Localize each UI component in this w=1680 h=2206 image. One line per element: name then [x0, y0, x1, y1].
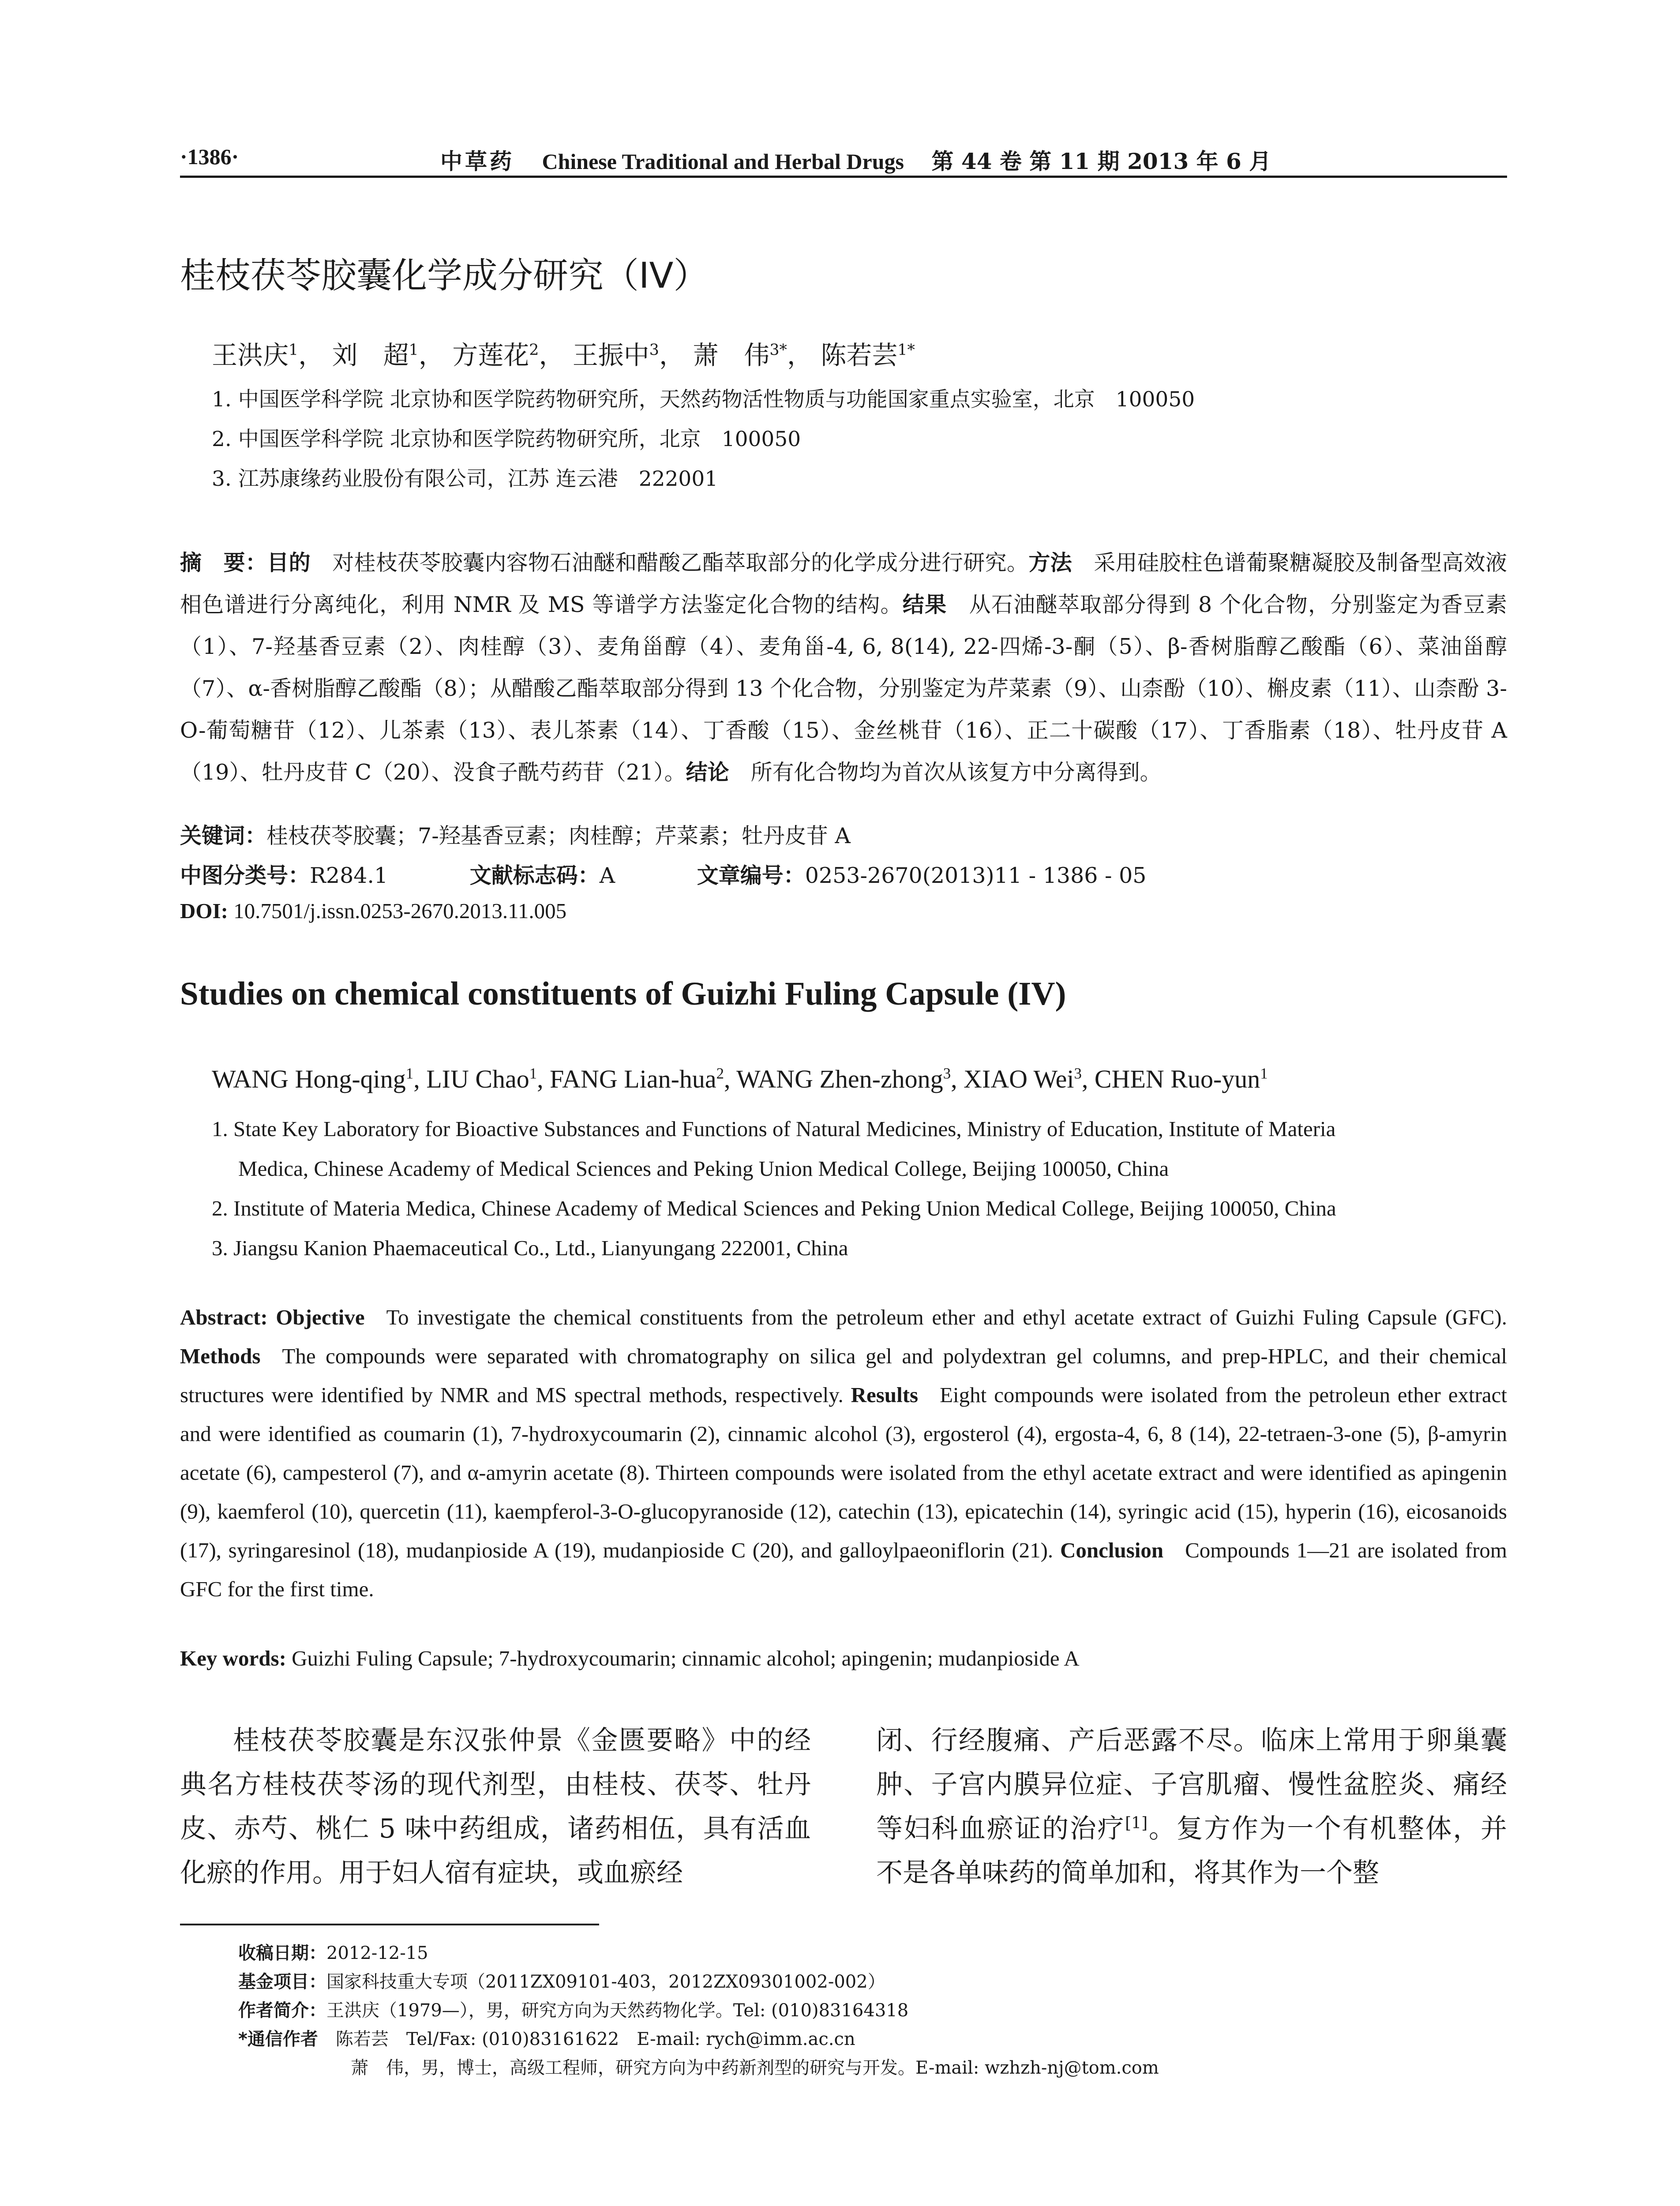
citation-ref[interactable]: [1] — [1125, 1814, 1148, 1832]
affiliation-en: 1. State Key Laboratory for Bioactive Substances and Functions of Natural Medicines, Ministry of Education, Institute of Materia — [212, 1117, 1336, 1141]
journal-issue: 第 44 卷 第 11 期 2013 年 6 月 — [931, 148, 1271, 174]
body-column-right: 闭、行经腹痛、产后恶露不尽。临床上常用于卵巢囊肿、子宫内膜异位症、子宫肌瘤、慢性盆腔炎、痛经等妇科血瘀证的治疗[1]。复方作为一个有机整体，并不是各单味药的简单加和，将其作为一个整 — [876, 1725, 1508, 1888]
keywords-cn: 关键词：桂枝茯苓胶囊；7-羟基香豆素；肉桂醇；芹菜素；牡丹皮苷 A — [180, 823, 851, 848]
keywords-en: Key words: Guizhi Fuling Capsule; 7-hydroxycoumarin; cinnamic alcohol; apingenin; mudanpioside A — [180, 1646, 1080, 1670]
footnote-fund: 基金项目：国家科技重大专项（2011ZX09101-403，2012ZX09301002-002） — [238, 1972, 885, 1992]
affiliation-en: 2. Institute of Materia Medica, Chinese Academy of Medical Sciences and Peking Union Medical College, Beijing 100050, China — [212, 1196, 1336, 1220]
page-number: ·1386· — [180, 144, 239, 169]
author-name: 刘 超 — [332, 340, 409, 370]
author-name: 萧 伟 — [693, 340, 770, 370]
abstract-cn: 摘 要：目的 对桂枝茯苓胶囊内容物石油醚和醋酸乙酯萃取部分的化学成分进行研究。方法 采用硅胶柱色谱葡聚糖凝胶及制备型高效液相色谱进行分离纯化，利用 NMR 及 MS 等谱学方法鉴定化合物的结构。结果 从石油醚萃取部分得到 8 个化合物，分别鉴定为香豆素（1）、7-羟基香豆素（2）、肉桂醇（3）、麦角甾醇（4）、麦角甾-4, 6, 8(14), 22-四烯-3-酮（5）、β-香树脂醇乙酸酯（6）、菜油甾醇（7）、α-香树脂醇乙酸酯（8）；从醋酸乙酯萃取部分得到 13 个化合物，分别鉴定为芹菜素（9）、山柰酚（10）、槲皮素（11）、山柰酚 3-O-葡萄糖苷（12）、儿茶素（13）、表儿茶素（14）、丁香酸（15）、金丝桃苷（16）、正二十碳酸（17）、丁香脂素（18）、牡丹皮苷 A（19）、牡丹皮苷 C（20）、没食子酰芍药苷（21）。结论 所有化合物均为首次从该复方中分离得到。 — [180, 550, 1507, 785]
journal-name-cn: 中草药 — [440, 148, 514, 174]
article-title-en: Studies on chemical constituents of Guizhi Fuling Capsule (IV) — [180, 975, 1066, 1012]
footnote-author: 作者简介：王洪庆（1979—），男，研究方向为天然药物化学。Tel: (010)83164318 — [238, 2000, 909, 2021]
affiliation-cn: 1. 中国医学科学院 北京协和医学院药物研究所，天然药物活性物质与功能国家重点实验室，北京 100050 — [212, 387, 1195, 412]
affiliation-en: 3. Jiangsu Kanion Phaemaceutical Co., Ltd., Lianyungang 222001, China — [212, 1236, 848, 1260]
footnote-rule — [180, 1924, 599, 1925]
affiliation-cn: 2. 中国医学科学院 北京协和医学院药物研究所，北京 100050 — [212, 427, 801, 451]
author-name: 方莲花 — [452, 340, 529, 370]
author-name: 陈若芸 — [821, 340, 898, 370]
running-header — [180, 140, 1507, 178]
abstract-en: Abstract: Objective To investigate the chemical constituents from the petroleum ether and ethyl acetate extract of Guizhi Fuling Capsule (GFC). Methods The compounds were separated with chromatography on silica gel and polydextran gel columns, and prep-HPLC, and their chemical structures were identified by NMR and MS spectral methods, respectively. Results Eight compounds were isolated from the petroleun ether extract and were identified as coumarin (1), 7-hydroxycoumarin (2), cinnamic alcohol (3), ergosterol (4), ergosta-4, 6, 8 (14), 22-tetraen-3-one (5), β-amyrin acetate (6), campesterol (7), and α-amyrin acetate (8). Thirteen compounds were isolated from the ethyl acetate extract and were identified as apingenin (9), kaemferol (10), quercetin (11), kaempferol-3-O-glucopyranoside (12), catechin (13), epicatechin (14), syringic acid (15), hyperin (16), eicosanoids (17), syringaresinol (18), mudanpioside A (19), mudanpioside C (20), and galloylpaeoniflorin (21). Conclusion Compounds 1—21 are isolated from GFC for the first time. — [180, 1305, 1508, 1601]
author-list-en: WANG Hong-qing$^1$, LIU Chao$^1$, FANG Lian-hua$^2$, WANG Zhen-zhong$^3$, XIAO Wei$^3$, CHEN Ruo-yun$^1$ — [212, 1065, 1268, 1093]
footnote-corresponding-2: 萧 伟，男，博士，高级工程师，研究方向为中药新剂型的研究与开发。E-mail: wzhzh-nj@tom.com — [351, 2058, 1159, 2078]
footnote-corresponding: *通信作者 陈若芸 Tel/Fax: (010)83161622 E-mail: rych@imm.ac.cn — [238, 2029, 855, 2049]
affiliation-cn: 3. 江苏康缘药业股份有限公司，江苏 连云港 222001 — [212, 467, 718, 491]
author-name: 王振中 — [572, 340, 649, 370]
journal-line — [440, 144, 1508, 176]
article-title-cn: 桂枝茯苓胶囊化学成分研究（IV） — [180, 255, 709, 296]
footnote-received: 收稿日期：2012-12-15 — [238, 1943, 428, 1963]
author-name: 王洪庆 — [212, 340, 289, 370]
author-list-cn: 王洪庆$^1$， 刘 超$^1$， 方莲花$^2$， 王振中$^3$， 萧 伟$^{3*}$， 陈若芸$^{1*}$ — [212, 340, 915, 370]
affiliation-en: Medica, Chinese Academy of Medical Sciences and Peking Union Medical College, Beijing 100050, China — [238, 1156, 1169, 1181]
doi-line: DOI: 10.7501/j.issn.0253-2670.2013.11.005 — [180, 899, 567, 923]
classification-line: 中图分类号：R284.1 文献标志码：A 文章编号：0253-2670(2013)11 - 1386 - 05 — [180, 863, 1147, 888]
journal-name-en: Chinese Traditional and Herbal Drugs — [542, 149, 904, 174]
body-column-left: 桂枝茯苓胶囊是东汉张仲景《金匮要略》中的经典名方桂枝茯苓汤的现代剂型，由桂枝、茯苓、牡丹皮、赤芍、桃仁 5 味中药组成，诸药相伍，具有活血化瘀的作用。用于妇人宿有症块，或血瘀经 — [180, 1725, 811, 1888]
